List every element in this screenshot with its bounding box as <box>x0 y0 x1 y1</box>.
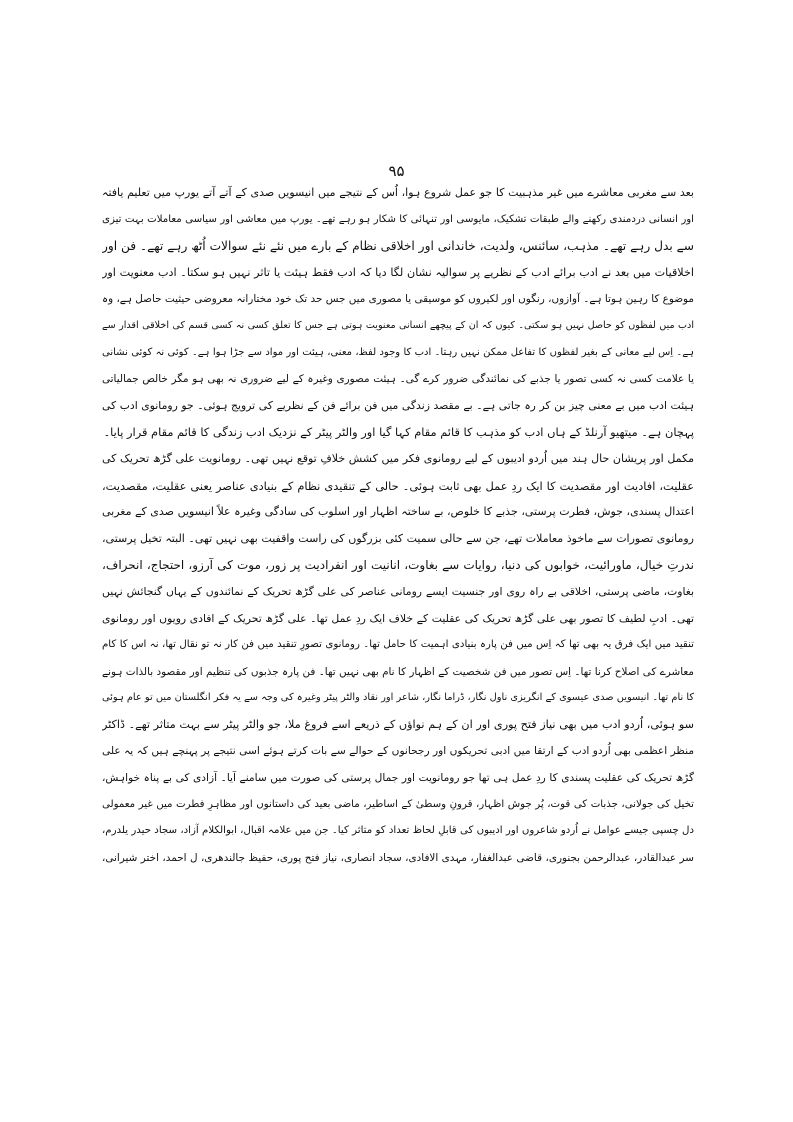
paragraph-2 <box>102 446 694 872</box>
text-line: سو ہوئی، اُردو ادب میں بھی نیاز فتح پوری اور ان کے ہم نواؤں کے ذریعے اسے فروغ ملا، جو والٹر پیٹر سے بہت متاثر تھے۔ ڈاکٹر <box>102 717 694 731</box>
text-line: ہے۔ اِس لیے معانی کے بغیر لفظوں کا تفاعل ممکن نہیں رہتا۔ ادب کا وجود لفظ، معنی، ہیئت اور مواد سے جڑا ہوا ہے۔ کوئی نہ کوئی نشانی <box>102 346 694 358</box>
page-number: ۹۵ <box>388 162 405 180</box>
text-line: گڑھ تحریک کی عقلیت پسندی کا ردِ عمل ہی تھا جو رومانویت اور جمال پرستی کی صورت میں سامنے آیا۔ آزادی کی بے پناہ خواہش، <box>102 772 694 785</box>
text-line: معاشرے کی اصلاح کرنا تھا۔ اِس تصور میں فن شخصیت کے اظہار کا نام بھی نہیں تھا۔ فن پارہ جذبوں کی تنظیم اور مقصود بالذات ہونے <box>102 665 694 678</box>
paragraph-1 <box>102 180 694 446</box>
text-line: مکمل اور پریشان حال ہند میں اُردو ادیبوں کے لیے رومانوی فکر میں کشش خلافِ توقع نہیں تھی۔ رومانویت علی گڑھ تحریک کی <box>102 451 694 465</box>
text-line: ہیئت ادب میں بے معنی چیز بن کر رہ جاتی ہے۔ بے مقصد زندگی میں فن برائے فن کے نظریے کی ترویج ہوئی۔ جو رومانوی ادب کی <box>102 398 694 412</box>
text-line: پہچان ہے۔ میتھیو آرنلڈ کے ہاں ادب کو مذہب کا قائم مقام کہا گیا اور والٹر پیٹر کے نزدیک ادب زندگی کا قائم مقام قرار پایا۔ <box>103 425 694 440</box>
text-line: منظر اعظمی بھی اُردو ادب کے ارتقا میں ادبی تحریکوں اور رجحانوں کے حوالے سے بات کرتے ہوئے اسی نتیجے پر پہنچے ہیں کہ یہ علی <box>102 745 694 758</box>
text-line: تخیل کی جولانی، جذبات کی قوت، پُر جوش اظہار، قرونِ وسطیٰ کے اساطیر، ماضی بعید کی داستانوں اور مظاہرِ فطرت میں غیر معمولی <box>102 798 694 810</box>
text-line: ادب میں لفظوں کو حاصل نہیں ہو سکتی۔ کیوں کہ ان کے پیچھے انسانی معنویت ہوتی ہے جس کا تعلق کسی نہ کسی قسم کی اخلاقی اقدار سے <box>102 319 694 331</box>
text-line: یا علامت کسی نہ کسی تصور یا جذبے کی نمائندگی ضرور کرے گی۔ ہیئت مصوری وغیرہ کے لیے ضروری نہ بھی ہو مگر خالص جمالیاتی <box>102 373 694 386</box>
text-line: سے بدل رہے تھے۔ مذہب، سائنس، ولدیت، خاندانی اور اخلاقی نظام کے بارے میں نئے نئے سوالات اُٹھ رہے تھے۔ فن اور <box>102 239 694 254</box>
text-line: کا نام تھا۔ انیسویں صدی عیسوی کے انگریزی ناول نگار، ڈراما نگار، شاعر اور نقاد والٹر پیٹر وغیرہ کی وجہ سے یہ فکر انگلستان میں تو عام ہوئی <box>102 692 694 704</box>
text-line: سر عبدالقادر، عبدالرحمن بجنوری، قاضی عبدالغفار، مہدی الافادی، سجاد انصاری، نیاز فتح پوری، حفیظ جالندھری، ل احمد، اختر شیرانی، <box>102 851 694 864</box>
text-line: اور انسانی دردمندی رکھنے والے طبقات تشکیک، مایوسی اور تنہائی کا شکار ہو رہے تھے۔ یورپ میں معاشی اور سیاسی معاملات بہت تیزی <box>102 213 694 225</box>
text-line: بعد سے مغربی معاشرے میں غیر مذہبیت کا جو عمل شروع ہوا، اُس کے نتیجے میں انیسویں صدی کے آتے آتے یورپ میں تعلیم یافتہ <box>102 186 694 199</box>
text-line: بغاوت، ماضی پرستی، اخلاقی بے راہ روی اور جنسیت ایسے رومانی عناصر کی علی گڑھ تحریک کے نمائندوں کے یہاں گنجائش نہیں <box>102 584 694 598</box>
text-line: تھی۔ ادبِ لطیف کا تصور بھی علی گڑھ تحریک کی عقلیت کے خلاف ایک ردِ عمل تھا۔ علی گڑھ تحریک کے افادی رویوں اور رومانوی <box>102 611 694 625</box>
text-line: موضوع کا رہین ہوتا ہے۔ آوازوں، رنگوں اور لکیروں کو موسیقی یا مصوری میں جس حد تک خود مختارانہ معروضی حیثیت حاصل ہے، وہ <box>102 293 694 306</box>
text-line: عقلیت، افادیت اور مقصدیت کا ایک ردِ عمل بھی ثابت ہوئی۔ حالی کے تنقیدی نظام کے بنیادی عناصر یعنی عقلیت، مقصدیت، <box>102 478 694 493</box>
body-text <box>102 180 694 871</box>
text-line: تنقید میں ایک فرق یہ بھی تھا کہ اِس میں فن پارہ بنیادی اہمیت کا حامل تھا۔ رومانوی تصورِ تنقید میں فن کار نہ تو نقال تھا، نہ اس کا کام <box>102 639 694 651</box>
text-line: اخلاقیات میں بعد نے ادب برائے ادب کے نظریے پر سوالیہ نشان لگا دیا کہ ادب فقط ہیئت یا تاثر نہیں ہو سکتا۔ ادب معنویت اور <box>102 265 694 279</box>
text-line: اعتدال پسندی، جوش، فطرت پرستی، جذبے کا خلوص، بے ساختہ اظہار اور اسلوب کی سادگی وغیرہ علاً انیسویں صدی کے مغربی <box>102 505 694 519</box>
text-line: رومانوی تصورات سے ماخوذ معاملات تھے، جن سے حالی سمیت کئی بزرگوں کی راست واقفیت بھی نہیں تھی۔ البتہ تخیل پرستی، <box>102 531 694 545</box>
text-line: ندرتِ خیال، ماورائیت، خوابوں کی دنیا، روایات سے بغاوت، انانیت اور انفرادیت پر زور، موت کی آرزو، احتجاج، انحراف، <box>102 558 694 573</box>
text-line: دل چسپی جیسے عوامل نے اُردو شاعروں اور ادیبوں کی قابلِ لحاظ تعداد کو متاثر کیا۔ جن میں علامہ اقبال، ابوالکلام آزاد، سجاد حیدر یلدرم، <box>102 825 694 837</box>
